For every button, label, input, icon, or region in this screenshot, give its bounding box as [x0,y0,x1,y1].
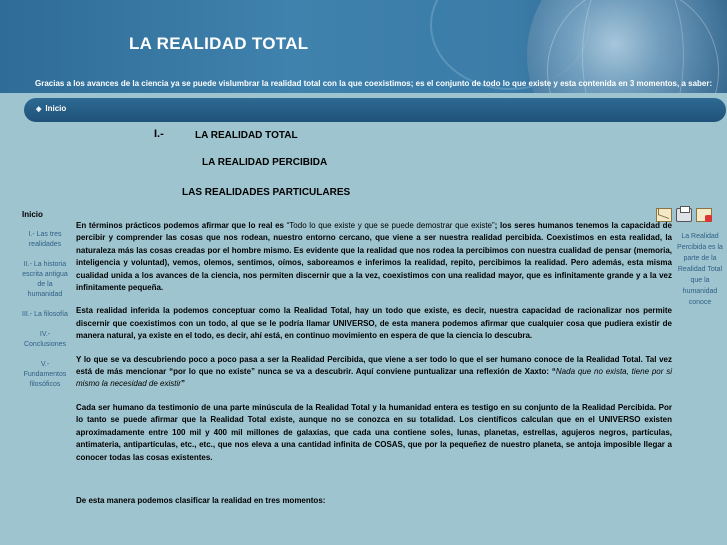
paragraph-2: Esta realidad inferida la podemos conceptuar como la Realidad Total, hay un todo que existe, es decir, nuestra capacidad de racionalizar nos permite discernir que coexistimos con un todo, al que se le podría llamar UNIVERSO, de esta manera podemos afirmar que cualquier cosa que pudiera existir de manera natural, ya existe en el todo, es decir, ahí está, en continuo movimiento en espera de que la ciencia lo descubra. [76,306,672,341]
sidebar-item-tres-realidades[interactable]: I.- Las tres realidades [28,231,62,248]
paragraph-4: Cada ser humano da testimonio de una parte minúscula de la Realidad Total y la humanidad entera es testigo en su conjunto de la Realidad Percibida. Por lo tanto se puede afirmar que la Realidad Total existe, aunque no se conozca en su totalidad. Los científicos calculan que en el UNIVERSO existen aproximadamente entre 100 mil y 400 mil millones de galaxias, que cada una contiene soles, lunas, planetas, estrellas, agujeros negros, partículas, antimateria, antipartículas, etc., etc., que nos eleva a una cantidad infinita de COSAS, que por la pequeñez de nuestro planeta, se antoja imposible llegar a conocer todas las cosas existentes. [76,402,672,462]
nav-home-label: Inicio [45,104,67,113]
paragraph-3 [76,354,672,391]
site-header [0,0,727,93]
article-body [76,220,672,518]
p3-quote: Nada que no exista, tiene por si mismo la necesidad de existir [76,367,672,389]
sidebar-item-fundamentos[interactable]: V.- Fundamentos filosóficos [23,361,67,388]
heading-realidades-particulares: LAS REALIDADES PARTICULARES [182,187,351,198]
spacer [76,475,672,495]
left-sidebar [20,230,70,400]
heading-realidad-percibida: LA REALIDAD PERCIBIDA [202,157,328,168]
sidebar-item-filosofia[interactable]: III.- La filosofía [22,311,68,318]
site-tagline: Gracias a los avances de la ciencia ya se puede vislumbrar la realidad total con la que coexistimos; es el conjunto de todo lo que existe y esta contenida en 3 momentos, a saber: [35,79,713,88]
main-navbar [24,98,726,122]
heading-realidad-total: LA REALIDAD TOTAL [195,130,298,141]
sidebar-item-conclusiones[interactable]: IV.- Conclusiones [23,331,67,348]
heading-number: I.- [154,128,164,140]
p3-text-b: ” [180,379,185,389]
breadcrumb: Inicio [22,210,43,219]
print-icon[interactable] [676,208,692,222]
paragraph-1 [76,220,672,294]
p1-quote: “Todo lo que existe y que se puede demostrar que existe” [286,221,495,230]
right-sidebar-note: La Realidad Percibida es la parte de la Realidad Total que la humanidad conoce [677,233,723,306]
site-title: LA REALIDAD TOTAL [129,34,309,53]
sidebar-item-historia[interactable]: II.- La historia escrita antigua de la humanidad [22,261,68,298]
bullet-icon: ◈ [36,105,42,113]
p1-text-b: ; los seres humanos tenemos la capacidad de percibir y comprender las cosas que nos rodean, nuestro entorno cercano, que viene a ser nuestra realidad percibida. Coexistimos en esta realidad, la naturaleza más las cosas creadas por el hombre mismo. Es evidente que la realidad que nos rodea la percibimos con nuestra cualidad de pensar (memoria, inteligencia y voluntad), vemos, olemos, sentimos, oímos, saboreamos e inferimos la realidad, repito, percibimos la realidad. Pero además, esta misma cualidad unida a los avances de la ciencia, nos permiten discernir que a la vez, coexistimos con una realidad mayor, que es infinitamente grande y a la vez infinitamente pequeña. [76,221,672,293]
p3-text-a: Y lo que se va descubriendo poco a poco pasa a ser la Realidad Percibida, que viene a ser todo lo que el ser humano conoce de la Realidad Total. Tal vez está de más mencionar “por lo que no existe” nunca se va a descubrir. Aquí conviene puntualizar una reflexión de Xaxto: “ [76,354,672,377]
pdf-icon[interactable] [696,208,712,222]
p1-text-a: En términos prácticos podemos afirmar que lo real es [76,221,287,230]
nav-home-link[interactable] [36,104,66,113]
paragraph-5: De esta manera podemos clasificar la realidad en tres momentos: [76,495,326,505]
